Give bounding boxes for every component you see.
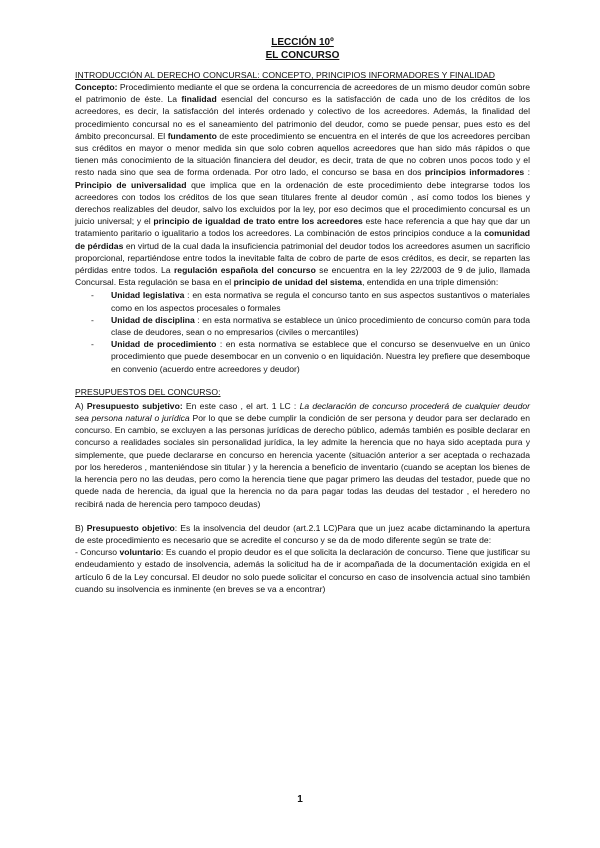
text-run: Por lo que se debe cumplir la condición de ser persona y deudor para ser declarado en concurso. En cambio, se excluyen a las personas jurídicas de derecho público, además también es posible declarar en concurso a realidades sociales sin personalidad jurídica, la ley admite la herencia que no haya sido aceptada pura y simplemente, que puede declararse en concurso en herencia yacente (situación anterior a ser aceptada o rechazada por los herederos , manteniéndose sin titular ) y la herencia a beneficio de inventario (cuando se aceptan los bienes de la herencia pero no las deudas, pero como la herencia tiene que pagar primero las deudas del testador, puede que no quede nada de herencia, da igual que la herencia no da para pagar todas las deudas del testador , el heredero no recibirá nada de herencia pero tampoco deudas) [75, 413, 530, 509]
text-run: esencial del concurso es la satisfacción de cada uno de los créditos de los acreedores, es decir, la satisfacción del interés ordenado y colectivo de los acreedores. Además, la finalidad del procedimiento concursal no es el saneamiento del patrimonio del deudor, como se puede pensar, pues esto es del ámbito preconcursal. El [75, 94, 531, 141]
document-page [75, 36, 530, 595]
term-unidad-sistema: principio de unidad del sistema [233, 277, 363, 288]
term-finalidad: finalidad [181, 94, 217, 105]
list-item: - Unidad de procedimiento : en esta normativa se establece que el concurso se desenvuelve en un único procedimiento que puede desembocar en un convenio o en liquidación. Nuestra ley prefiere que desemboque en convenio (acuerdo entre acreedores y deudor) [91, 339, 530, 374]
text-run: que implica que en la ordenación de este procedimiento debe integrarse todos los acreedores con todos los créditos de los que sean titulares frente al deudor común , así como todos los bienes y derechos realizables del deudor, salvo los excluidos por la ley, por eso decimos que el procedimiento concursal es un juicio universal; y el [75, 179, 530, 227]
page-number: 1 [297, 794, 303, 805]
text-run: : Es cuando el propio deudor es el que solicita la declaración de concurso. Tiene que justificar su endeudamiento y estado de insolvencia, además la solicitud ha de ir acompañada de la documentación exigida en el artículo 6 de la Ley concursal. El deudor no solo puede solicitar el concurso en caso de insolvencia actual sino también cuando su insolvencia es inminente (en breves se va a encontrar) [75, 547, 530, 594]
term-voluntario: voluntario [119, 547, 162, 558]
intro-paragraph [75, 81, 530, 288]
term-comunidad: comunidad de pérdidas [75, 228, 530, 251]
term-fundamento: fundamento [167, 130, 217, 141]
list-item-label: Unidad de procedimiento [111, 339, 217, 350]
text-run: En este caso , el art. 1 LC : [182, 400, 300, 411]
presupuesto-subjetivo-paragraph [75, 400, 530, 510]
intro-heading: INTRODUCCIÓN AL DERECHO CONCURSAL: CONCEPTO, PRINCIPIOS INFORMADORES Y FINALIDAD [75, 70, 496, 80]
lesson-subtitle: EL CONCURSO [265, 50, 340, 61]
list-item-label: Unidad legislativa [111, 290, 185, 301]
text-run: B) [75, 522, 87, 533]
concurso-voluntario-paragraph [75, 546, 530, 595]
text-run: Procedimiento mediante el que se ordena la concurrencia de acreedores de un mismo deudor común sobre el patrimonio de éste. La [75, 82, 530, 105]
list-item-text: : en esta normativa se regula el concurso tanto en sus aspectos sustantivos o materiales como en los aspectos procesales o formales [111, 290, 530, 313]
text-run: de este procedimiento se encuentra en el interés de que los acreedores perciban sus créditos en mayor o menor medida sin que solo cobren aquellos acreedores que han sido más rápidos o que tienen más conocimiento de la situación financiera del deudor, es decir, trata de que no cobren unos pocos todo y el resto nada sino que sea de forma ordenada. Por otro lado, el concurso se basa en dos [75, 130, 530, 178]
list-item-text: : en esta normativa se establece un único procedimiento de concurso común para toda clase de deudores, sean o no empresarios (civiles o mercantiles) [111, 314, 530, 338]
presupuestos-heading: PRESUPUESTOS DEL CONCURSO: [75, 386, 221, 397]
term-presupuesto-objetivo: Presupuesto objetivo [86, 522, 175, 533]
presupuesto-objetivo-paragraph [75, 522, 530, 546]
text-run: - Concurso [75, 547, 120, 558]
text-run: : Es la insolvencia del deudor (art.2.1 LC)Para que un juez acabe dictaminando la apertura de este procedimiento es necesario que se acredite el concurso y se da de modo diferente según se trate de: [75, 522, 530, 545]
text-run: se encuentra en la ley 22/2003 de 9 de julio, llamada Concursal. Esta regulación se basa en el [75, 265, 531, 288]
term-regulacion: regulación española del concurso [173, 265, 316, 276]
text-run: este hace referencia a que hay que dar un tratamiento paritario o igualitario a todos los acreedores. La combinación de estos principios conduce a la [75, 216, 531, 239]
term-igualdad: principio de igualdad de trato entre los acreedores [153, 216, 363, 227]
text-run: A) [75, 400, 87, 411]
list-item: - Unidad legislativa : en esta normativa se regula el concurso tanto en sus aspectos sustantivos o materiales como en los aspectos procesales o formales [91, 290, 530, 313]
concepto-label: Concepto: [75, 82, 118, 92]
text-run: : [524, 167, 530, 178]
lesson-title: LECCIÓN 10º [271, 37, 334, 48]
text-run: en virtud de la cual dada la insuficiencia patrimonial del deudor todos los acreedores asumen un sacrificio proporcional, repartiéndose entre todos la inevitable falta de cobro de parte de esos créditos, es decir, se reparten las pérdidas entre todos. La [75, 240, 530, 276]
term-principios: principios informadores [424, 167, 525, 178]
term-presupuesto-subjetivo: Presupuesto subjetivo: [86, 400, 183, 411]
list-item-text: : en esta normativa se establece que el concurso se desenvuelve en un único procedimiento que puede desembocar en un convenio o en liquidación. Nuestra ley prefiere que desemboque en convenio (acuerdo entre acreedores y deudor) [111, 339, 530, 374]
list-item-label: Unidad de disciplina [111, 314, 195, 325]
law-quote: La declaración de concurso procederá de cualquier deudor sea persona natural o jurídica [75, 400, 530, 424]
unidad-list [75, 289, 530, 374]
list-item: - Unidad de disciplina : en esta normativa se establece un único procedimiento de concurso común para toda clase de deudores, sean o no empresarios (civiles o mercantiles) [91, 314, 530, 338]
text-run: , entendida en una triple dimensión: [362, 277, 499, 288]
term-universalidad: Principio de universalidad [75, 179, 187, 190]
